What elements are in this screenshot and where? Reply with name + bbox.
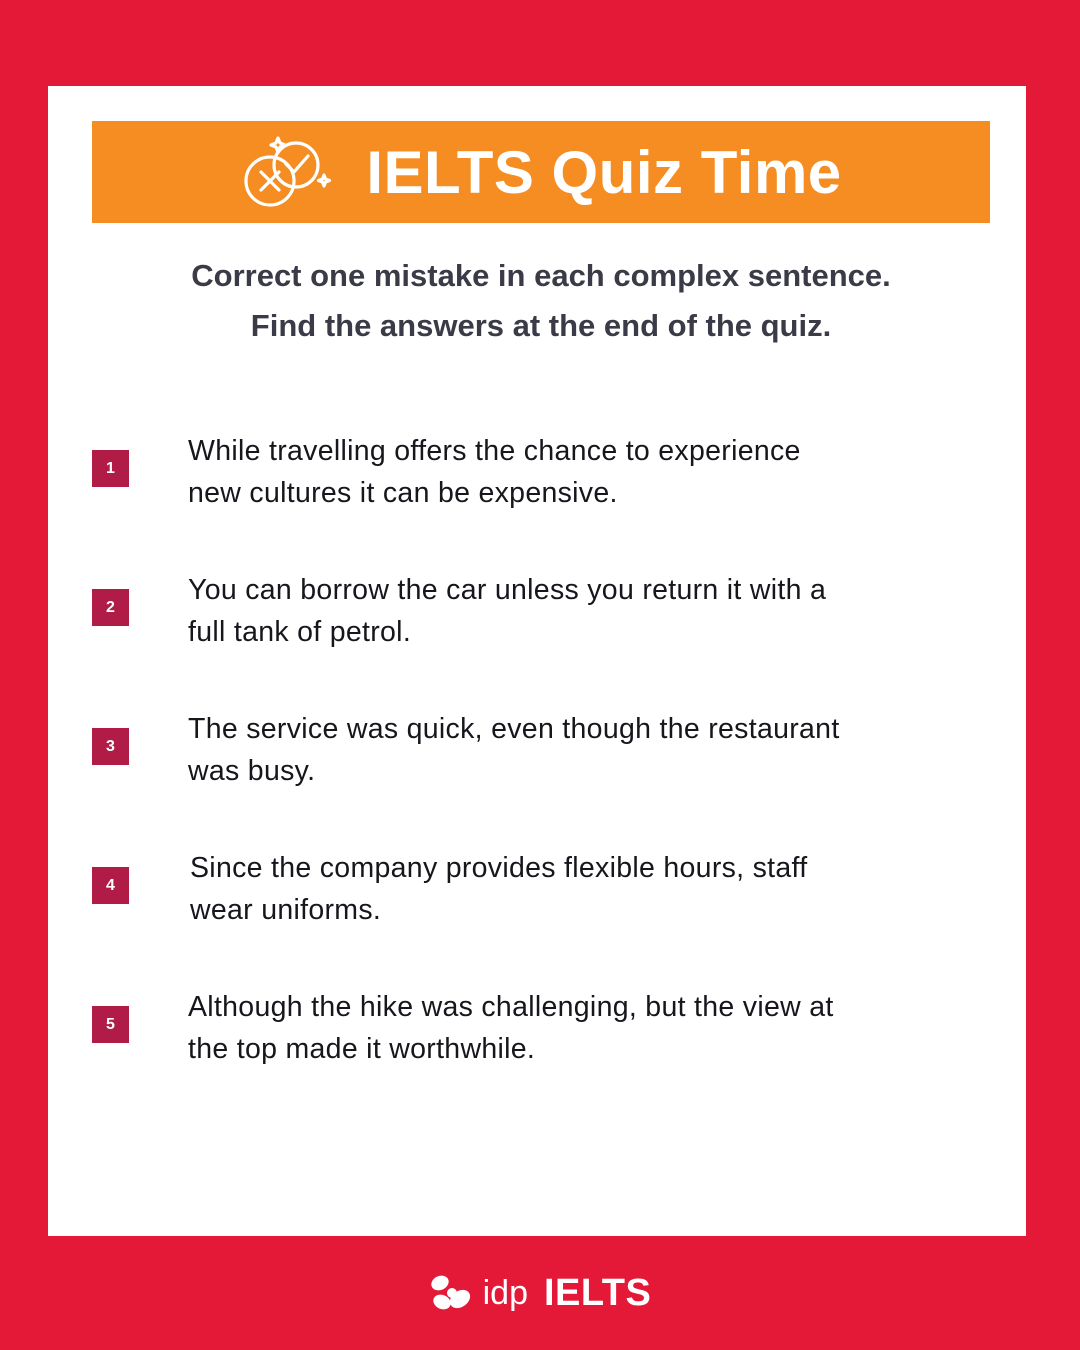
question-number-badge: 5 <box>92 1006 129 1043</box>
question-2 <box>92 569 992 655</box>
question-3 <box>92 708 992 794</box>
question-1 <box>92 430 992 516</box>
question-text-line-1: Since the company provides flexible hours, staff <box>190 852 808 884</box>
brand-idp-text: idp <box>482 1273 528 1312</box>
question-5 <box>92 986 992 1072</box>
instructions-line-2: Find the answers at the end of the quiz. <box>250 308 832 343</box>
question-4 <box>92 847 992 933</box>
question-text <box>188 430 968 514</box>
question-text-line-2: was busy. <box>188 755 316 787</box>
question-text-line-2: new cultures it can be expensive. <box>188 477 618 509</box>
question-text <box>188 708 968 792</box>
question-text-line-2: wear uniforms. <box>190 894 382 926</box>
question-text-line-1: While travelling offers the chance to experience <box>188 435 801 467</box>
page-title: IELTS Quiz Time <box>366 138 842 206</box>
idp-logo-mark-icon <box>429 1273 473 1313</box>
question-text-line-2: full tank of petrol. <box>188 616 412 648</box>
question-text-line-1: The service was quick, even though the restaurant <box>188 713 840 745</box>
question-text-line-1: Although the hike was challenging, but the view at <box>188 991 834 1023</box>
question-number-badge: 1 <box>92 450 129 487</box>
quiz-check-cross-icon <box>240 135 332 209</box>
question-text-line-1: You can borrow the car unless you return it with a <box>188 574 827 606</box>
quiz-card <box>48 86 1026 1236</box>
question-number-badge: 2 <box>92 589 129 626</box>
brand-ielts-text: IELTS <box>544 1271 652 1314</box>
instructions <box>92 251 990 351</box>
instructions-line-1: Correct one mistake in each complex sentence. <box>191 258 891 293</box>
title-banner <box>92 121 990 223</box>
question-number-badge: 4 <box>92 867 129 904</box>
question-text <box>188 569 968 653</box>
question-number-badge: 3 <box>92 728 129 765</box>
question-text <box>188 986 968 1070</box>
question-text <box>190 847 970 931</box>
brand-logo <box>0 1268 1080 1318</box>
question-text-line-2: the top made it worthwhile. <box>188 1033 536 1065</box>
